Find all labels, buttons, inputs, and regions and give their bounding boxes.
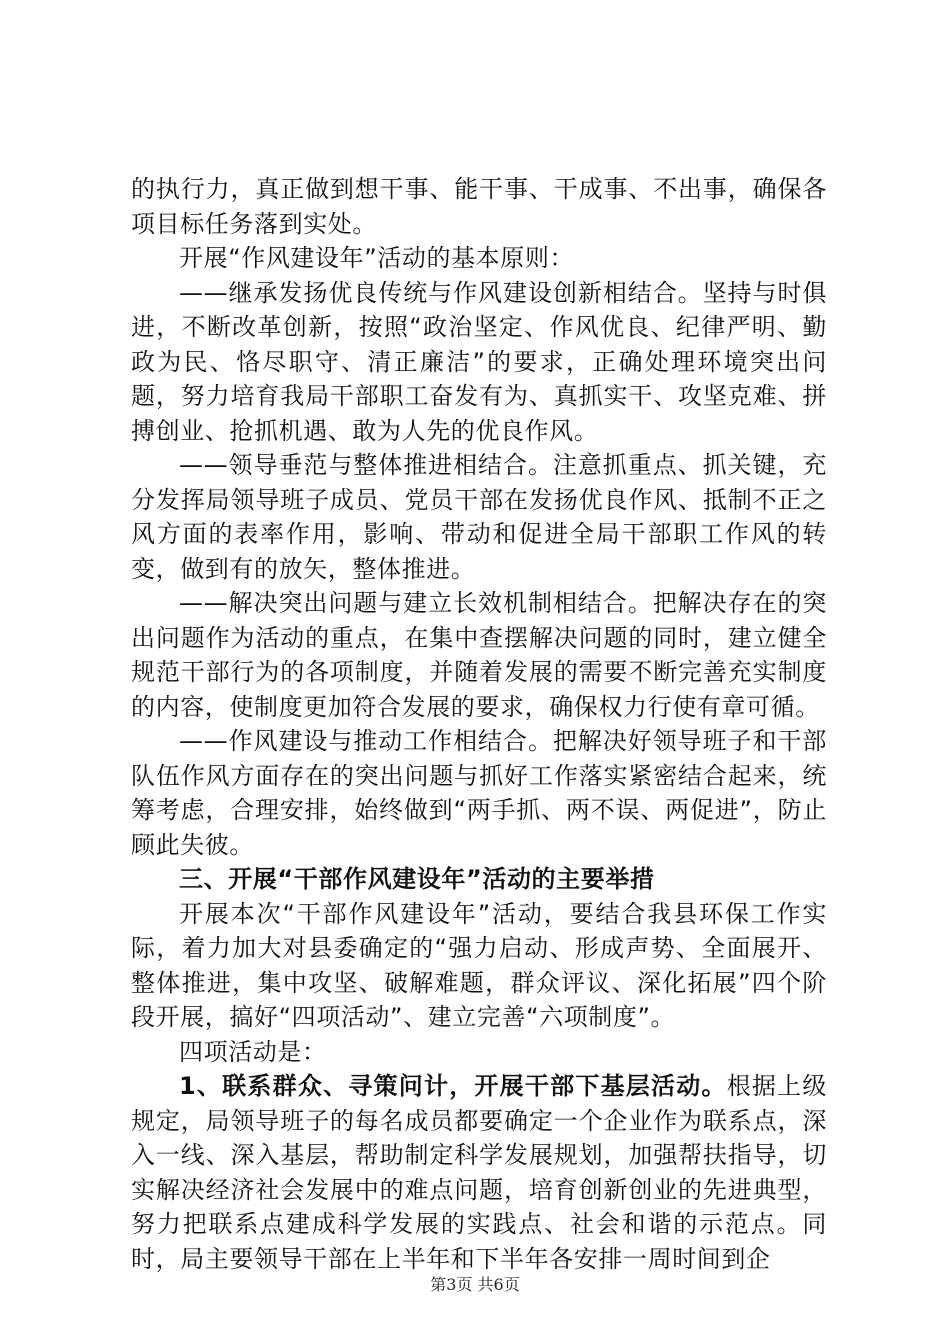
paragraph-principle-2: ——领导垂范与整体推进相结合。注意抓重点、抓关键，充分发挥局领导班子成员、党员干部在发扬优良作风、抵制不正之风方面的表率作用，影响、带动和促进全局干部职工作风的转变，做到有的放矢，整体推进。: [131, 451, 827, 583]
section-heading: 三、开展“干部作风建设年”活动的主要举措: [179, 865, 655, 893]
paragraph-measures-intro: 开展本次“干部作风建设年”活动，要结合我县环保工作实际，着力加大对县委确定的“强力启动、形成声势、全面展开、整体推进，集中攻坚、破解难题，群众评议、深化拓展”四个阶段开展，搞好“四项活动”、建立完善“六项制度”。: [131, 899, 827, 1031]
activity-1-body: 根据上级规定，局领导班子的每名成员都要确定一个企业作为联系点，深入一线、深入基层，帮助制定科学发展规划，加强帮扶指导，切实解决经济社会发展中的难点问题，培育创新创业的先进典型，努力把联系点建成科学发展的实践点、社会和谐的示范点。同时，局主要领导干部在上半年和下半年各安排一周时间到企: [131, 1072, 827, 1273]
page-footer: 第3页 共6页: [430, 1275, 520, 1294]
paragraph-principle-3: ——解决突出问题与建立长效机制相结合。把解决存在的突出问题作为活动的重点，在集中查摆解决问题的同时，建立健全规范干部行为的各项制度，并随着发展的需要不断完善充实制度的内容，使制度更加符合发展的要求，确保权力行使有章可循。: [131, 589, 827, 721]
paragraph-principles-intro: 开展“作风建设年”活动的基本原则：: [179, 244, 575, 272]
document-body: [131, 172, 827, 1276]
paragraph-principle-4: ——作风建设与推动工作相结合。把解决好领导班子和干部队伍作风方面存在的突出问题与抓好工作落实紧密结合起来，统筹考虑，合理安排，始终做到“两手抓、两不误、两促进”，防止顾此失彼。: [131, 727, 827, 859]
paragraph-continuation: 的执行力，真正做到想干事、能干事、干成事、不出事，确保各项目标任务落到实处。: [131, 175, 827, 238]
paragraph-activity-1: [131, 1069, 827, 1276]
paragraph-four-activities: 四项活动是：: [179, 1037, 327, 1066]
paragraph-principle-1: ——继承发扬优良传统与作风建设创新相结合。坚持与时俱进，不断改革创新，按照“政治坚定、作风优良、纪律严明、勤政为民、恪尽职守、清正廉洁”的要求，正确处理环境突出问题，努力培育我局干部职工奋发有为、真抓实干、攻坚克难、拼搏创业、抢抓机遇、敢为人先的优良作风。: [131, 278, 827, 445]
activity-1-lead: 1、联系群众、寻策问计，开展干部下基层活动。: [179, 1072, 727, 1100]
